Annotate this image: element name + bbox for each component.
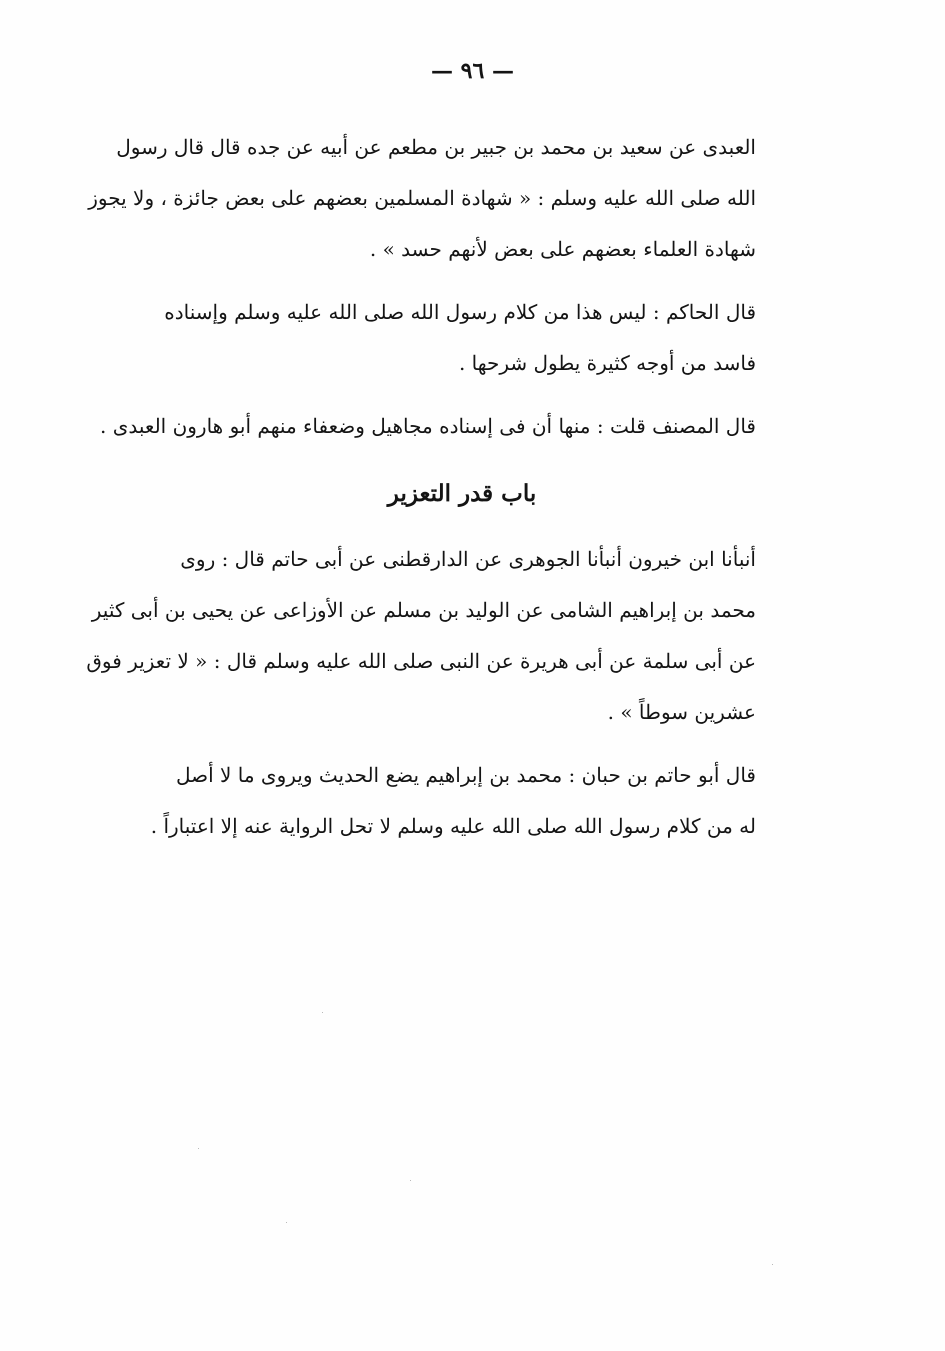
text-line: شهادة العلماء بعضهم على بعض لأنهم حسد » . — [369, 237, 756, 261]
scan-speck — [286, 1222, 287, 1223]
text-line: قال الحاكم : ليس هذا من كلام رسول الله صلى الله عليه وسلم وإسناده — [164, 300, 756, 324]
text-line: عن أبى سلمة عن أبى هريرة عن النبى صلى الله عليه وسلم قال : « لا تعزير فوق — [86, 649, 756, 673]
text-line: محمد بن إبراهيم الشامى عن الوليد بن مسلم عن الأوزاعى عن يحيى بن أبى كثير — [91, 598, 756, 622]
scan-speck — [198, 1148, 199, 1149]
text-line: أنبأنا ابن خيرون أنبأنا الجوهرى عن الدارقطنى عن أبى حاتم قال : روى — [180, 547, 756, 571]
page-body — [86, 122, 786, 864]
text-line: العبدى عن سعيد بن محمد بن جبير بن مطعم عن أبيه عن جده قال قال رسول — [116, 135, 756, 159]
page-number: — ٩٦ — — [431, 58, 514, 84]
paragraph-ibn-hibban-comment — [138, 750, 786, 852]
text-line: فاسد من أوجه كثيرة يطول شرحها . — [458, 351, 756, 375]
text-line: قال المصنف قلت : منها أن فى إسناده مجاهيل وضعفاء منهم أبو هارون العبدى . — [100, 414, 756, 438]
text-line: له من كلام رسول الله صلى الله عليه وسلم لا تحل الرواية عنه إلا اعتباراً . — [150, 814, 756, 838]
text-line: قال أبو حاتم بن حبان : محمد بن إبراهيم يضع الحديث ويروى ما لا أصل — [175, 763, 756, 787]
chapter-heading: باب قدر التعزير — [387, 480, 537, 507]
text-line: عشرين سوطاً » . — [607, 700, 756, 724]
paragraph-hadith-tazir — [86, 534, 786, 738]
scan-speck — [772, 1264, 773, 1265]
text-line: الله صلى الله عليه وسلم : « شهادة المسلمين بعضهم على بعض جائزة ، ولا يجوز — [88, 186, 756, 210]
paragraph-hakim-comment — [138, 287, 786, 389]
scan-speck — [322, 1012, 323, 1013]
scan-speck — [410, 1180, 411, 1181]
paragraph-author-comment — [100, 401, 786, 452]
paragraph-hadith-testimony — [88, 122, 786, 275]
